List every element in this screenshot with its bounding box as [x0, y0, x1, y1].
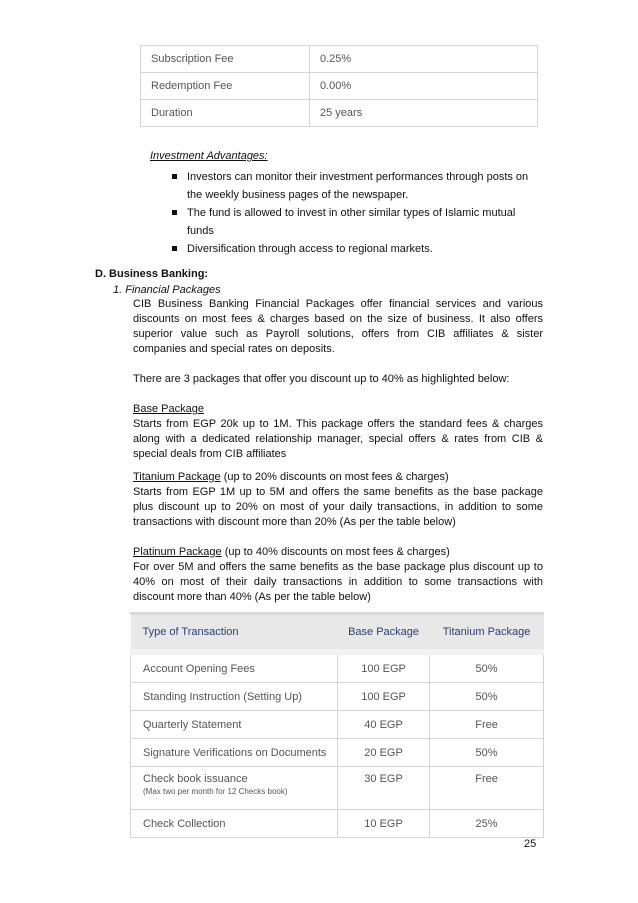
platinum-package-note: (up to 40% discounts on most fees & charges)	[221, 546, 450, 558]
titanium-price: 50%	[430, 739, 544, 767]
table-row	[131, 683, 544, 711]
transaction-type: Quarterly Statement	[131, 711, 338, 739]
titanium-price: Free	[430, 711, 544, 739]
subsection-title: 1. Financial Packages	[113, 284, 221, 296]
list-item: Diversification through access to regional markets.	[172, 240, 542, 258]
base-price: 100 EGP	[338, 683, 430, 711]
base-price: 40 EGP	[338, 711, 430, 739]
titanium-price: 50%	[430, 652, 544, 683]
platinum-package-block	[133, 545, 543, 605]
table-row	[141, 100, 538, 127]
titanium-package-name: Titanium Package	[133, 471, 221, 483]
base-price: 20 EGP	[338, 739, 430, 767]
column-header: Titanium Package	[430, 615, 544, 652]
transaction-type: Standing Instruction (Setting Up)	[131, 683, 338, 711]
list-item: Investors can monitor their investment performances through posts on the weekly business pages of the newspaper.	[172, 168, 542, 204]
titanium-price: 50%	[430, 683, 544, 711]
fee-value: 0.25%	[310, 46, 538, 73]
titanium-package-note: (up to 20% discounts on most fees & charges)	[220, 471, 449, 483]
titanium-price: Free	[430, 767, 544, 810]
transaction-note: (Max two per month for 12 Checks book)	[143, 787, 288, 796]
base-package-name: Base Package	[133, 403, 204, 415]
fund-fees-table	[140, 45, 538, 127]
pricing-table	[130, 615, 544, 838]
table-row	[131, 739, 544, 767]
fee-value: 25 years	[310, 100, 538, 127]
intro-paragraph: CIB Business Banking Financial Packages offer financial services and various discounts on most fees & charges based on the size of business. It also offers superior value such as Payroll solutions, offers from CIB affiliates & sister companies and special rates on deposits.	[133, 298, 543, 355]
base-price: 100 EGP	[338, 652, 430, 683]
transaction-type-cell	[131, 767, 338, 810]
column-header: Base Package	[338, 615, 430, 652]
platinum-package-name: Platinum Package	[133, 546, 222, 558]
packages-intro: There are 3 packages that offer you discount up to 40% as highlighted below:	[133, 373, 510, 385]
fee-value: 0.00%	[310, 73, 538, 100]
transaction-type: Signature Verifications on Documents	[131, 739, 338, 767]
transaction-type: Check Collection	[131, 810, 338, 838]
page-number: 25	[524, 838, 537, 850]
table-row	[131, 767, 544, 810]
base-price: 30 EGP	[338, 767, 430, 810]
table-row	[141, 73, 538, 100]
fee-label: Redemption Fee	[141, 73, 310, 100]
titanium-package-desc: Starts from EGP 1M up to 5M and offers the same benefits as the base package plus discount up to 20% on most of your daily transactions, in addition to some transactions with discount more than 20% (As per the table below)	[133, 486, 543, 528]
titanium-price: 25%	[430, 810, 544, 838]
fee-label: Duration	[141, 100, 310, 127]
titanium-package-block	[133, 470, 543, 530]
transaction-type: Account Opening Fees	[131, 652, 338, 683]
base-package-block	[133, 402, 543, 462]
table-header-row	[131, 615, 544, 652]
table-row	[131, 652, 544, 683]
fee-label: Subscription Fee	[141, 46, 310, 73]
advantages-heading: Investment Advantages:	[150, 150, 268, 162]
advantages-list	[172, 168, 542, 258]
transaction-type: Check book issuance	[143, 773, 248, 785]
base-package-desc: Starts from EGP 20k up to 1M. This package offers the standard fees & charges along with a dedicated relationship manager, special offers & rates from CIB & special deals from CIB affiliates	[133, 418, 543, 460]
platinum-package-desc: For over 5M and offers the same benefits as the base package plus discount up to 40% on most of their daily transactions in addition to some transactions with discount more than 40% (As per the table below)	[133, 561, 543, 603]
list-item: The fund is allowed to invest in other similar types of Islamic mutual funds	[172, 204, 542, 240]
table-row	[141, 46, 538, 73]
table-row	[131, 711, 544, 739]
column-header: Type of Transaction	[131, 615, 338, 652]
table-row	[131, 810, 544, 838]
section-title: D. Business Banking:	[95, 268, 209, 280]
base-price: 10 EGP	[338, 810, 430, 838]
pricing-table-wrapper	[130, 612, 544, 838]
